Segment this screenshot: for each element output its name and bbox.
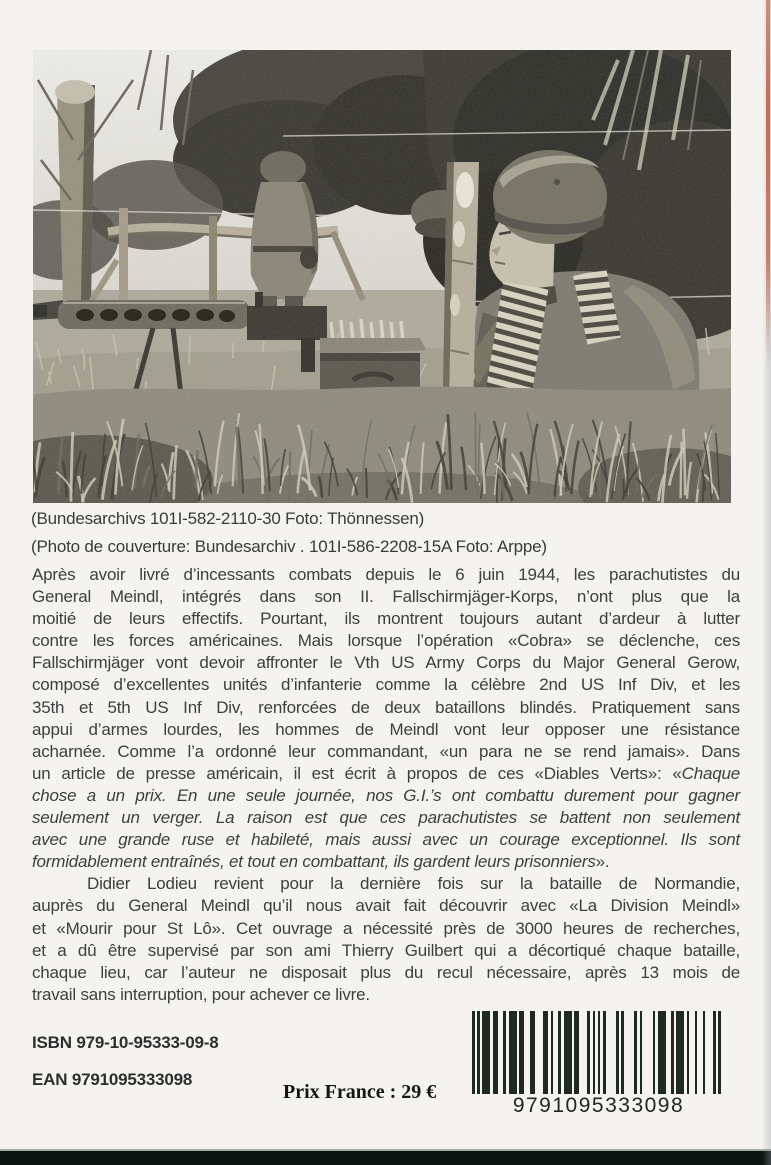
- synopsis-line: et a dû être supervisé par son ami Thierry Guilbert qui a décortiqué chaque bataille,: [32, 940, 740, 960]
- barcode-bar: [564, 1011, 572, 1094]
- ean-text: EAN 9791095333098: [32, 1070, 193, 1089]
- film-grain: [33, 50, 731, 503]
- barcode-bar: [616, 1011, 619, 1094]
- price-text: Prix France : 29 €: [283, 1081, 437, 1103]
- photo-illustration: [33, 50, 731, 503]
- synopsis-line: un article de presse américain, il est écrit à propos de ces «Diables Verts»: «Chaque: [32, 763, 740, 783]
- synopsis-line: General Meindl, intégrés dans son II. Fallschirmjäger-Korps, n’ont plus que la: [32, 587, 740, 607]
- barcode-bar: [658, 1011, 666, 1094]
- barcode-bar: [687, 1011, 690, 1094]
- barcode: [466, 1011, 731, 1116]
- barcode-bar: [530, 1011, 535, 1094]
- synopsis-line: travail sans interruption, pour achever ce livre.: [32, 984, 370, 1004]
- barcode-bar: [598, 1011, 601, 1094]
- synopsis-line: acharnée. Comme l’a ordonné leur commandant, «un para ne se rend jamais». Dans: [32, 741, 740, 761]
- spine-accent-stripe: [766, 0, 770, 368]
- photo-credits: [31, 505, 741, 561]
- scan-bottom-edge: [0, 1151, 771, 1165]
- synopsis-line: chose a un prix. En une seule journée, nos G.I.’s ont combattu durement pour gagner: [32, 785, 740, 805]
- barcode-bar: [551, 1011, 554, 1094]
- barcode-bars: [466, 1011, 731, 1094]
- barcode-bar: [472, 1011, 475, 1094]
- photo-credit-line: (Photo de couverture: Bundesarchiv . 101I-586-2208-15A Foto: Arppe): [31, 537, 547, 556]
- barcode-bar: [653, 1011, 656, 1094]
- synopsis-line: moitié de leurs effectifs. Pourtant, ils montrent toujours autant d’ardeur à lutter: [32, 609, 740, 629]
- barcode-number: 9791095333098: [512, 1094, 685, 1117]
- synopsis-line: auprès du General Meindl qu’il nous avait fait découvrir avec «La Division Meindl»: [32, 896, 740, 916]
- barcode-bar: [509, 1011, 517, 1094]
- barcode-bar: [603, 1011, 606, 1094]
- barcode-bar: [703, 1011, 706, 1094]
- synopsis-line: 35th et 5th US Inf Div, renforcées de deux bataillons blindés. Pratiquement sans: [32, 697, 740, 717]
- barcode-bar: [503, 1011, 506, 1094]
- photo-credit-line: (Bundesarchivs 101I-582-2110-30 Foto: Thönnessen): [31, 509, 425, 528]
- barcode-bar: [519, 1011, 524, 1094]
- synopsis-line: composé d’excellentes unités d’infanterie comme la célèbre 2nd US Inf Div, et les: [32, 675, 740, 695]
- synopsis-line: formidablement entraînés, et tout en combattant, ils gardent leurs prisonniers».: [32, 852, 610, 872]
- synopsis-line: Didier Lodieu revient pour la dernière fois sur la bataille de Normandie,: [87, 874, 740, 894]
- synopsis-line: Fallschirmjäger vont devoir affronter le Vth US Army Corps du Major General Gerow,: [32, 653, 740, 673]
- barcode-bar: [718, 1011, 721, 1094]
- barcode-bar: [671, 1011, 674, 1094]
- synopsis-line: avec une grande ruse et habileté, mais aussi avec un courage exceptionnel. Ils sont: [32, 830, 740, 850]
- barcode-bar: [477, 1011, 480, 1094]
- barcode-bar: [558, 1011, 561, 1094]
- synopsis-line: contre les forces américaines. Mais lorsque l’opération «Cobra» se déclenche, ces: [32, 631, 740, 651]
- barcode-bar: [482, 1011, 490, 1094]
- barcode-bar: [695, 1011, 698, 1094]
- barcode-bar: [640, 1011, 643, 1094]
- barcode-bar: [493, 1011, 498, 1094]
- barcode-bar: [713, 1011, 716, 1094]
- barcode-bar: [587, 1011, 590, 1094]
- barcode-bar: [621, 1011, 624, 1094]
- synopsis-line: appui d’armes lourdes, les hommes de Meindl vont leur opposer une résistance: [32, 719, 740, 739]
- isbn-text: ISBN 979-10-95333-09-8: [32, 1033, 219, 1052]
- synopsis-text: [32, 564, 740, 1006]
- cover-photograph: [33, 50, 731, 503]
- barcode-bar: [634, 1011, 637, 1094]
- synopsis-line: Après avoir livré d’incessants combats depuis le 6 juin 1944, les parachutistes du: [32, 565, 740, 584]
- synopsis-line: chaque lieu, car l’auteur ne disposait plus du recul nécessaire, après 13 mois de: [32, 962, 740, 982]
- barcode-bar: [574, 1011, 579, 1094]
- synopsis-line: seulement un verger. La raison est que ces parachutistes se battent non seulement: [32, 808, 740, 828]
- barcode-bar: [676, 1011, 684, 1094]
- synopsis-line: et «Mourir pour St Lô». Cet ouvrage a nécessité près de 3000 heures de recherches,: [32, 918, 740, 938]
- barcode-bar: [543, 1011, 548, 1094]
- barcode-bar: [593, 1011, 596, 1094]
